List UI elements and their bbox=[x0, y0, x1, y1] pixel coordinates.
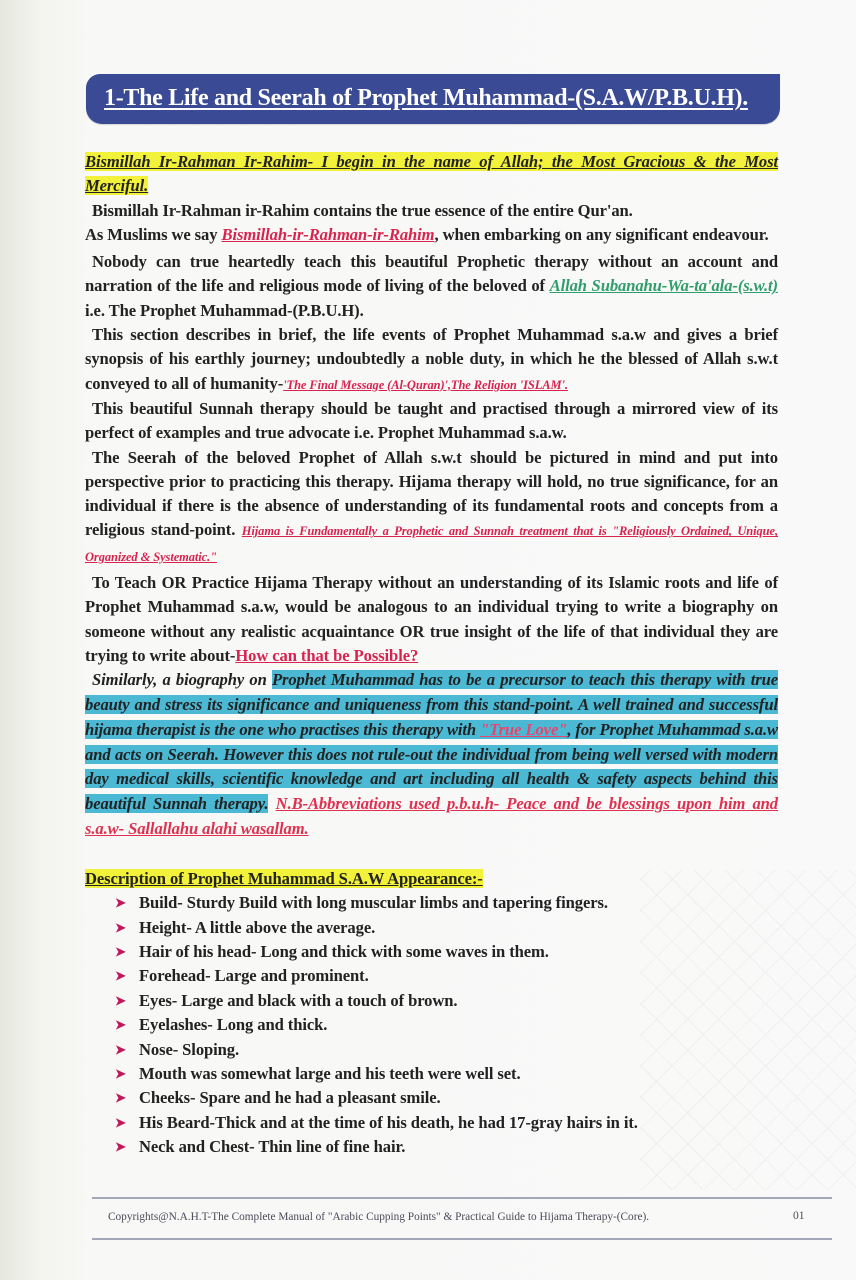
paragraph-2 bbox=[85, 323, 778, 397]
p2-text: This section describes in brief, the life events of Prophet Muhammad s.a.w and gives a brief synopsis of his earthly journey; undoubtedly a noble duty, in which he the blessed of Allah s.w.t conveyed to all of humanity- bbox=[85, 325, 778, 393]
abbreviations-note: N.B-Abbreviations used p.b.u.h- Peace and be blessings upon him and s.a.w- Sallallahu alahi wasallam. bbox=[85, 794, 778, 839]
bismillah-link[interactable]: Bismillah-ir-Rahman-ir-Rahim bbox=[221, 224, 435, 244]
appearance-item-text: Eyes- Large and black with a touch of brown. bbox=[139, 990, 458, 1010]
appearance-item-text: Hair of his head- Long and thick with some waves in them. bbox=[139, 941, 549, 961]
bismillah-highlight: Bismillah Ir-Rahman Ir-Rahim- I begin in the name of Allah; the Most Gracious & the Most Merciful. bbox=[85, 152, 778, 196]
appearance-list-item bbox=[115, 1062, 778, 1086]
paragraph-6 bbox=[85, 668, 778, 842]
p6-highlight-b: , for Prophet Muhammad s.a.w and acts on Seerah. However this does not rule-out the individual from being well versed with modern day medical skills, scientific knowledge and art including all health & safety aspects behind this beautiful Sunnah therapy. bbox=[85, 719, 778, 814]
appearance-list-item bbox=[115, 1135, 778, 1159]
appearance-list-item bbox=[115, 1013, 778, 1037]
p1-post-text: i.e. The Prophet Muhammad-(P.B.U.H). bbox=[85, 300, 364, 320]
appearance-list-item bbox=[115, 964, 778, 988]
appearance-item-text: Cheeks- Spare and he had a pleasant smile. bbox=[139, 1088, 441, 1108]
appearance-item-text: Mouth was somewhat large and his teeth were well set. bbox=[139, 1063, 521, 1083]
footer-divider-top bbox=[92, 1197, 832, 1199]
appearance-list-item bbox=[115, 916, 778, 940]
paragraph-1 bbox=[85, 250, 778, 323]
essence-line: Bismillah Ir-Rahman ir-Rahim contains the true essence of the entire Qur'an. bbox=[92, 200, 633, 220]
section-title: 1-The Life and Seerah of Prophet Muhammad-(S.A.W/P.B.U.H). bbox=[104, 85, 748, 111]
paragraph-3: This beautiful Sunnah therapy should be taught and practised through a mirrored view of its perfect of examples and true advocate i.e. Prophet Muhammad s.a.w. bbox=[85, 398, 778, 443]
appearance-item-text: Neck and Chest- Thin line of fine hair. bbox=[139, 1137, 406, 1157]
p5-text: To Teach OR Practice Hijama Therapy without an understanding of its Islamic roots and life of Prophet Muhammad s.a.w, would be analogous to an individual trying to write a biography on someone without any realistic acquaintance OR true insight of the life of that individual they are trying to write about- bbox=[85, 573, 778, 665]
appearance-item-text: Eyelashes- Long and thick. bbox=[139, 1015, 328, 1035]
section-header-banner bbox=[86, 74, 780, 124]
footer-divider-bottom bbox=[92, 1238, 832, 1240]
true-love-link[interactable]: "True Love" bbox=[480, 719, 568, 739]
appearance-list-item bbox=[115, 989, 778, 1013]
description-heading: Description of Prophet Muhammad S.A.W Appearance:- bbox=[85, 868, 483, 888]
arrow-bullet-icon: ➤ bbox=[115, 895, 126, 911]
appearance-list bbox=[85, 891, 778, 1159]
appearance-item-text: Nose- Sloping. bbox=[139, 1039, 240, 1059]
arrow-bullet-icon: ➤ bbox=[115, 1090, 126, 1106]
arrow-bullet-icon: ➤ bbox=[115, 968, 126, 984]
arrow-bullet-icon: ➤ bbox=[115, 1139, 126, 1155]
arrow-bullet-icon: ➤ bbox=[115, 1017, 126, 1033]
arrow-bullet-icon: ➤ bbox=[115, 1065, 126, 1081]
description-heading-wrap bbox=[85, 867, 778, 891]
appearance-list-item bbox=[115, 940, 778, 964]
allah-swt-link[interactable]: Allah Subanahu-Wa-ta'ala-(s.w.t) bbox=[549, 276, 778, 296]
arrow-bullet-icon: ➤ bbox=[115, 919, 126, 935]
paragraph-5 bbox=[85, 571, 778, 668]
footer-copyright: Copyrights@N.A.H.T-The Complete Manual of "Arabic Cupping Points" & Practical Guide to Hijama Therapy-(Core). bbox=[108, 1211, 650, 1223]
appearance-list-item bbox=[115, 1111, 778, 1135]
appearance-list-item bbox=[115, 891, 778, 915]
appearance-list-item bbox=[115, 1038, 778, 1062]
p6-text: Similarly, a biography on bbox=[92, 670, 272, 690]
final-message-link[interactable]: 'The Final Message (Al-Quran)',The Religion 'ISLAM'. bbox=[283, 377, 568, 392]
hijama-fundamental-link[interactable]: Hijama is Fundamentally a Prophetic and Sunnah treatment that is "Religiously Ordained, Unique, Organized & Systematic." bbox=[85, 524, 779, 564]
appearance-item-text: His Beard-Thick and at the time of his death, he had 17-gray hairs in it. bbox=[139, 1112, 638, 1132]
arrow-bullet-icon: ➤ bbox=[115, 992, 126, 1008]
p1-text: Nobody can true heartedly teach this beautiful Prophetic therapy without an account and narration of the life and religious mode of living of the beloved of bbox=[85, 252, 778, 296]
possible-link[interactable]: How can that be Possible? bbox=[235, 645, 419, 665]
appearance-item-text: Build- Sturdy Build with long muscular limbs and tapering fingers. bbox=[139, 893, 608, 913]
muslims-say-pre: As Muslims we say bbox=[85, 224, 222, 244]
appearance-item-text: Height- A little above the average. bbox=[139, 917, 376, 937]
p4-text: The Seerah of the beloved Prophet of Allah s.w.t should be pictured in mind and put into perspective prior to practicing this therapy. Hijama therapy will hold, no true significance, for an individual if there is the absence of understanding of its fundamental roots and concepts from a religious stand-point. bbox=[85, 447, 778, 540]
p6-highlight-a: Prophet Muhammad has to be a precursor to teach this therapy with true beauty and stress its significance and uniqueness from this stand-point. A well trained and successful hijama therapist is the one who practises this therapy with bbox=[85, 670, 778, 739]
bismillah-paragraph bbox=[85, 150, 778, 199]
appearance-item-text: Forehead- Large and prominent. bbox=[139, 966, 369, 986]
arrow-bullet-icon: ➤ bbox=[115, 1041, 126, 1057]
page-number: 01 bbox=[793, 1210, 805, 1222]
appearance-list-item bbox=[115, 1086, 778, 1110]
body-content bbox=[85, 150, 778, 1160]
muslims-say-paragraph bbox=[85, 223, 778, 247]
arrow-bullet-icon: ➤ bbox=[115, 943, 126, 959]
muslims-say-post: , when embarking on any significant endeavour. bbox=[434, 224, 769, 244]
paragraph-4 bbox=[85, 446, 778, 569]
arrow-bullet-icon: ➤ bbox=[115, 1114, 126, 1130]
